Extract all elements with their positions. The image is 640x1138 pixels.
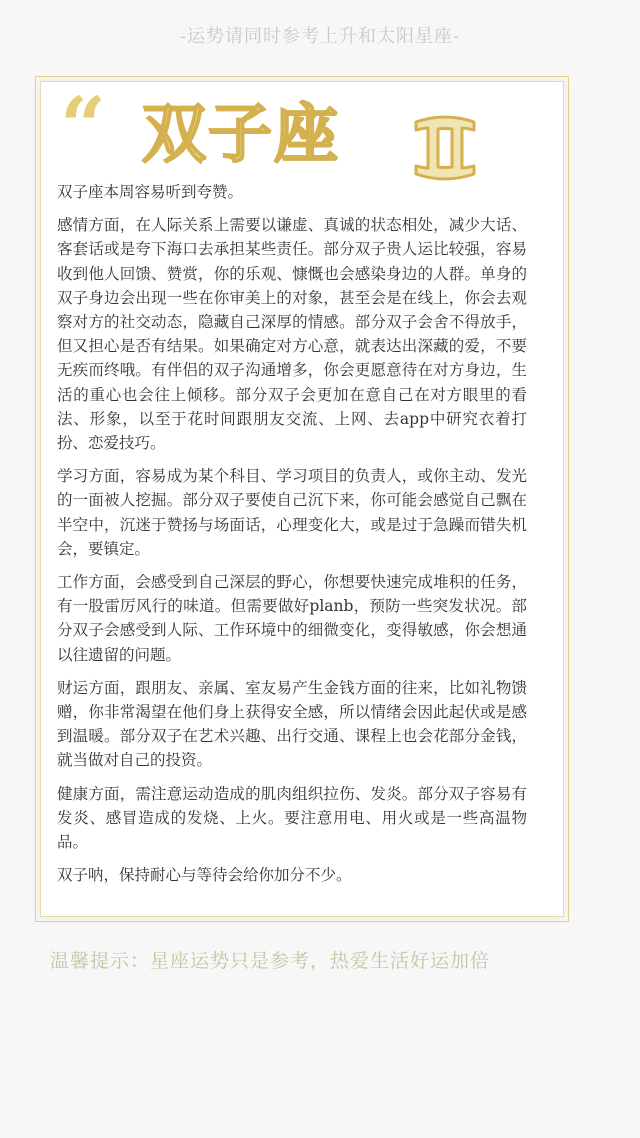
footer-tip: 温馨提示：星座运势只是参考，热爱生活好运加倍 [50,950,491,972]
top-note: -运势请同时参考上升和太阳星座- [179,26,461,47]
paragraph-intro: 双子座本周容易听到夸赞。 [57,183,244,201]
paragraph-closing: 双子呐，保持耐心与等待会给你加分不少。 [57,866,352,885]
gemini-symbol-icon [410,112,480,184]
paragraph-work: 工作方面，会感受到自己深层的野心，你想要快速完成堆积的任务，有一股雷厉风行的味道。但需要做好planb，预防一些突发状况。部分双子会感受到人际、工作环境中的细微变化，变得敏感，你会想通以往遗留的问题。 [57,573,527,664]
paragraph-wealth: 财运方面，跟朋友、亲属、室友易产生金钱方面的往来，比如礼物馈赠，你非常渴望在他们身上获得安全感，所以情绪会因此起伏或是感到温暖。部分双子在艺术兴趣、出行交通、课程上也会花部分金钱，就当做对自己的投资。 [57,678,527,770]
paragraph-study: 学习方面，容易成为某个科目、学习项目的负责人，或你主动、发光的一面被人挖掘。部分双子要使自己沉下来，你可能会感觉自己飘在半空中，沉迷于赞扬与场面话，心理变化大，或是过于急躁而错失机会，要镇定。 [57,467,527,558]
paragraph-love: 感情方面，在人际关系上需要以谦虚、真诚的状态相处，减少大话、客套话或是夸下海口去承担某些责任。部分双子贵人运比较强，容易收到他人回馈、赞赏，你的乐观、慷慨也会感染身边的人群。单身的双子身边会出现一些在你审美上的对象，甚至会是在线上，你会去观察对方的社交动态，隐藏自己深厚的情感。部分双子会舍不得放手，但又担心是否有结果。如果确定对方心意，就表达出深藏的爱，不要无疾而终哦。有伴侣的双子沟通增多，你会更愿意待在对方身边，生活的重心也会往上倾移。部分双子会更加在意自己在对方眼里的看法、形象，以至于花时间跟朋友交流、上网、去app中研究衣着打扮、恋爱技巧。 [57,216,527,453]
paragraph-health: 健康方面，需注意运动造成的肌肉组织拉伤、发炎。部分双子容易有发炎、感冒造成的发烧、上火。要注意用电、用火或是一些高温物品。 [57,784,527,852]
quote-mark: “ [60,79,107,173]
sign-title: 双子座 [142,98,340,172]
horoscope-content [57,180,527,896]
